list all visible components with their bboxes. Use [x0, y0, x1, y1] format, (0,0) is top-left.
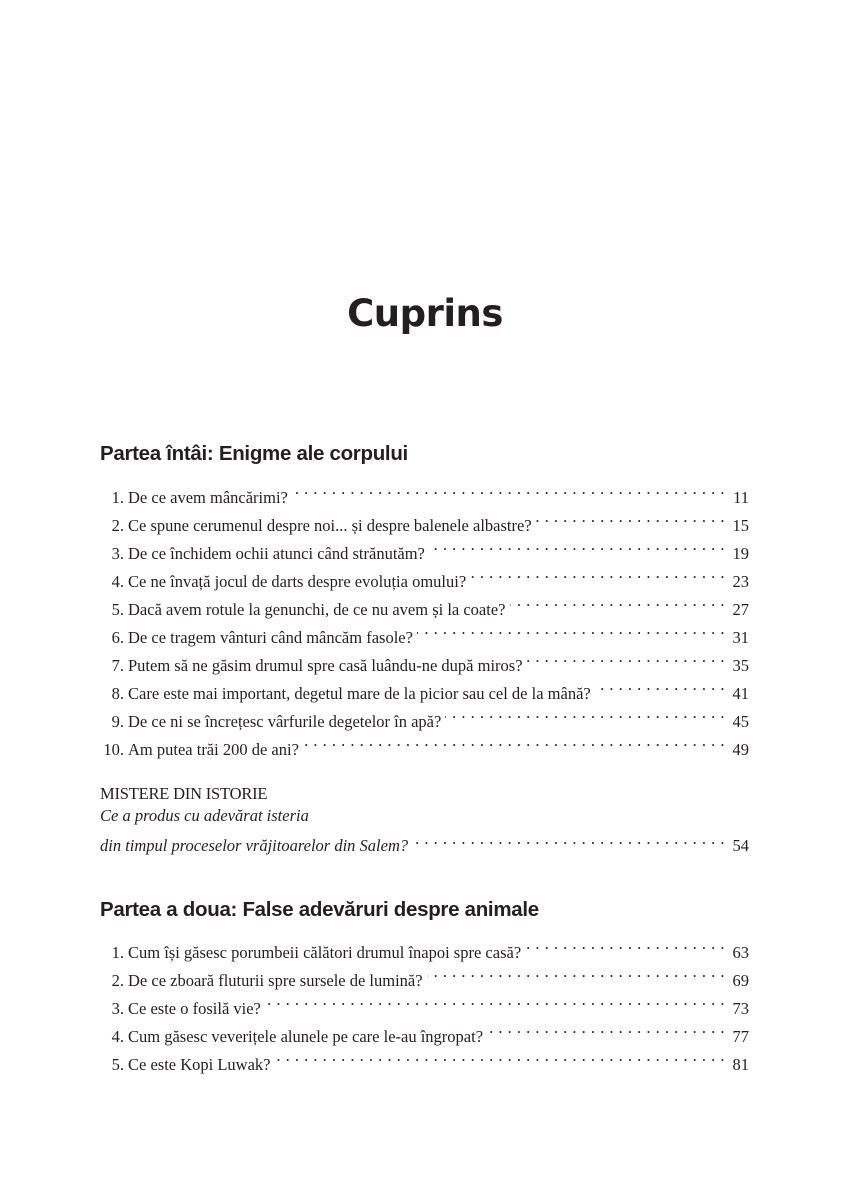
history-title-line2: din timpul proceselor vrăjitoarelor din Salem? — [100, 836, 409, 855]
entry-title: Ce ne învață jocul de darts despre evoluția omului? — [128, 572, 467, 591]
dot-leader — [417, 615, 725, 643]
entry-number: 2. — [111, 971, 124, 990]
entry-title: Cum își găsesc porumbeii călători drumul înapoi spre casă? — [128, 943, 522, 962]
entry-page: 41 — [732, 684, 749, 703]
history-label: MISTERE DIN ISTORIE — [100, 784, 268, 803]
page-title: Cuprins — [347, 292, 503, 335]
entry-title: Care este mai important, degetul mare de la picior sau cel de la mână? — [128, 684, 591, 703]
dot-leader — [510, 587, 726, 615]
entry-page: 45 — [732, 712, 749, 731]
entry-title: Dacă avem rotule la genunchi, de ce nu avem și la coate? — [128, 600, 506, 619]
dot-leader — [265, 986, 725, 1014]
entry-number: 10. — [103, 740, 124, 759]
entry-number: 4. — [111, 1027, 124, 1046]
entry-number: 3. — [111, 999, 124, 1018]
entry-page: 19 — [732, 544, 749, 563]
dot-leader — [470, 559, 725, 587]
dot-leader — [292, 475, 725, 503]
toc-part1-list — [100, 475, 749, 759]
entry-page: 11 — [733, 488, 749, 507]
entry-number: 5. — [111, 1055, 124, 1074]
toc-entry[interactable] — [100, 930, 749, 962]
entry-number: 1. — [111, 488, 124, 507]
dot-leader — [525, 930, 725, 958]
dot-leader — [487, 1014, 725, 1042]
history-section — [100, 783, 749, 855]
entry-title: Ce spune cerumenul despre noi... și despre balenele albastre? — [128, 516, 532, 535]
dot-leader — [445, 699, 725, 727]
dot-leader — [527, 643, 725, 671]
entry-page: 35 — [732, 656, 749, 675]
entry-page: 49 — [732, 740, 749, 759]
entry-number: 4. — [111, 572, 124, 591]
entry-title: Cum găsesc veverițele alunele pe care le-au îngropat? — [128, 1027, 484, 1046]
entry-number: 6. — [111, 628, 124, 647]
dot-leader — [595, 671, 725, 699]
entry-page: 54 — [732, 836, 749, 855]
dot-leader — [275, 1042, 726, 1070]
dot-leader — [427, 958, 725, 986]
entry-title: De ce avem mâncărimi? — [128, 488, 288, 507]
entry-number: 8. — [111, 684, 124, 703]
entry-title: De ce închidem ochii atunci când strănutăm? — [128, 544, 425, 563]
entry-page: 63 — [732, 943, 749, 962]
toc-entry[interactable] — [100, 475, 749, 507]
entry-page: 31 — [732, 628, 749, 647]
part-heading-1: Partea întâi: Enigme ale corpului — [100, 442, 408, 465]
entry-title: De ce zboară fluturii spre sursele de lumină? — [128, 971, 423, 990]
entry-title: Ce este Kopi Luwak? — [128, 1055, 271, 1074]
entry-title: Am putea trăi 200 de ani? — [128, 740, 299, 759]
dot-leader — [412, 827, 725, 851]
toc-entry[interactable] — [100, 827, 749, 855]
entry-title: De ce ni se încrețesc vârfurile degetelor în apă? — [128, 712, 442, 731]
dot-leader — [429, 531, 725, 559]
entry-page: 23 — [732, 572, 749, 591]
dot-leader — [536, 503, 725, 531]
entry-title: Ce este o fosilă vie? — [128, 999, 261, 1018]
entry-number: 3. — [111, 544, 124, 563]
entry-page: 15 — [732, 516, 749, 535]
entry-number: 7. — [111, 656, 124, 675]
entry-number: 5. — [111, 600, 124, 619]
entry-title: De ce tragem vânturi când mâncăm fasole? — [128, 628, 413, 647]
dot-leader — [303, 727, 725, 755]
entry-page: 77 — [732, 1027, 749, 1046]
entry-page: 73 — [732, 999, 749, 1018]
entry-page: 27 — [732, 600, 749, 619]
history-title-line1: Ce a produs cu adevărat isteria — [100, 806, 309, 825]
entry-title: Putem să ne găsim drumul spre casă luându-ne după miros? — [128, 656, 523, 675]
toc-part2-list — [100, 930, 749, 1074]
entry-page: 81 — [732, 1055, 749, 1074]
entry-number: 2. — [111, 516, 124, 535]
part-heading-2: Partea a doua: False adevăruri despre animale — [100, 898, 539, 921]
entry-number: 1. — [111, 943, 124, 962]
entry-page: 69 — [732, 971, 749, 990]
entry-number: 9. — [111, 712, 124, 731]
